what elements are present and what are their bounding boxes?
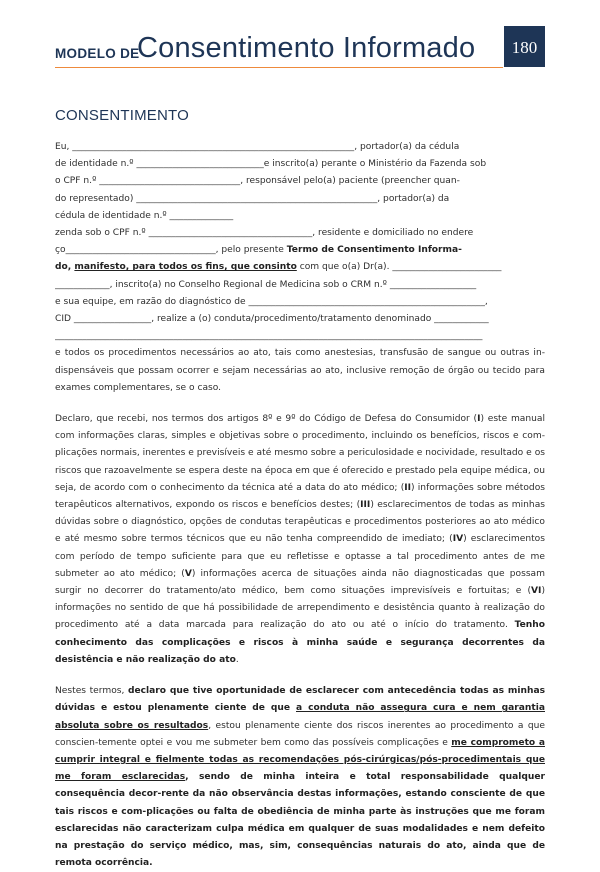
document-body [55, 139, 545, 872]
text-run: Declaro, que recebi, nos termos dos artigos 8º e 9º do Código de Defesa do Consumidor ( [55, 414, 478, 425]
text-run: ) este manual com informações claras, simples e objetivas sobre o procedimento, incluindo os benefícios, riscos e com-plicações normais, inerentes e previsíveis e até mesmo sobre a periculosidade e nocividade, resultado e os riscos que razoavelmente se espera deste na época em que é oferecido e prestado pela equipe médica, ou seja, de acordo com o conhecimento da técnica até a data do ato médico; ( [55, 414, 545, 493]
form-text: ço_________________________________, pelo presente [55, 245, 287, 256]
page-number-badge: 180 [504, 26, 545, 67]
roman-numeral: II [404, 482, 412, 493]
bold-statement: declaro que tive oportunidade de esclarecer com antecedência todas as minhas dúvidas e estou plenamente ciente de que [55, 686, 545, 714]
form-line: do representado) _____________________________________________________, portador(a) da [55, 193, 450, 204]
form-line [55, 242, 545, 259]
form-term-title: Termo de Consentimento Informa- [286, 245, 462, 256]
text-run: ) informações sobre métodos terapêuticos alternativos, expondo os riscos e benefícios destes; ( [55, 482, 546, 511]
consent-form-paragraph [55, 139, 545, 397]
form-line: CID _________________, realize a (o) conduta/procedimento/tratamento denominado ____________ [55, 314, 489, 325]
roman-numeral: I [477, 414, 481, 425]
procedures-text: e todos os procedimentos necessários ao ato, tais como anestesias, transfusão de sangue ou outras in-dispensáveis que possam ocorrer e sejam necessárias ao ato, inclusive remoção de órgão ou tecido para exames complementares, se o caso. [55, 348, 545, 393]
consent-statement: manifesto, para todos os fins, que consinto [74, 262, 297, 273]
form-term-title-end: do, [55, 262, 75, 273]
risk-awareness-statement: Tenho conhecimento das complicações e riscos à minha saúde e segurança decorrentes da desistência e não realização do ato [55, 620, 545, 665]
form-line: cédula de identidade n.º ______________ [55, 210, 234, 221]
no-guarantee-statement: a conduta não assegura cura e nem garantia absoluta sobre os resultados [55, 703, 545, 731]
form-line: Eu, ______________________________________________________________, portador(a) da cédula [55, 142, 460, 152]
terms-paragraph [55, 683, 545, 872]
declaration-paragraph [55, 411, 545, 669]
commitment-statement: me comprometo a cumprir integral e fielmente todas as recomendações pós-cirúrgicas/pós-procedimentais que me foram esclarecidas [55, 737, 545, 783]
text-run: ) informações acerca de situações ainda não diagnosticadas que possam surgir no decorrer do tratamento/ato médico, bem como situações imprevisíveis e fortuitas; e ( [55, 568, 545, 597]
text-run: Nestes termos, [55, 686, 128, 697]
header-prefix: MODELO DE [55, 46, 140, 61]
header-title: Consentimento Informado [137, 32, 476, 64]
form-line: de identidade n.º ____________________________e inscrito(a) perante o Ministério da Fazenda sob [55, 159, 487, 170]
roman-numeral: VI [531, 586, 542, 597]
page-header [55, 34, 545, 68]
text-run: . [235, 654, 239, 665]
form-line: zenda sob o CPF n.º ____________________________________, residente e domiciliado no endere [55, 228, 474, 239]
form-text: com que o(a) Dr(a). ________________________ [296, 262, 502, 273]
roman-numeral: IV [452, 534, 464, 545]
form-line: e sua equipe, em razão do diagnóstico de ____________________________________________________, [55, 296, 488, 307]
text-run: , estou plenamente ciente dos riscos inerentes ao procedimento a que conscien-temente optei e vou me submeter bem como das possíveis complicações e [55, 720, 545, 748]
header-divider [55, 67, 503, 68]
roman-numeral: III [360, 500, 371, 511]
form-line: ______________________________________________________________________________________________ [55, 331, 483, 342]
form-line: ____________, inscrito(a) no Conselho Regional de Medicina sob o CRM n.º ___________________ [55, 279, 477, 290]
roman-numeral: V [184, 568, 192, 579]
responsibility-statement: , sendo de minha inteira e total responsabilidade qualquer consequência decor-rente da não observância destas informações, estando consciente de que tais riscos e com-plicações ou falta de obediência de minha parte às instruções que me foram esclarecidas não caracterizam culpa médica em qualquer de suas modalidades e nem defeito na prestação do serviço médico, mas, sim, consequências naturais do ato, ainda que de remota ocorrência. [55, 772, 545, 869]
text-run: ) esclarecimentos com período de tempo suficiente para que eu refletisse e optasse a tal procedimento antes de me submeter ao ato médico; ( [55, 534, 545, 579]
section-title: CONSENTIMENTO [55, 107, 189, 124]
text-run: ) informações no sentido de que há possibilidade de arrependimento e desistência quanto à realização do procedimento até a data marcada para realização do ato ou até o início do tratamento. [55, 586, 545, 631]
text-run: ) esclarecimentos de todas as minhas dúvidas sobre o diagnóstico, opções de condutas terapêuticas e procedimentos posteriores ao ato médico e até mesmo sobre termos técnicos que eu não tenha compreendido de imediato; ( [55, 500, 545, 545]
form-line [55, 259, 545, 276]
form-line: o CPF n.º _______________________________, responsável pelo(a) paciente (preencher quan- [55, 176, 460, 187]
